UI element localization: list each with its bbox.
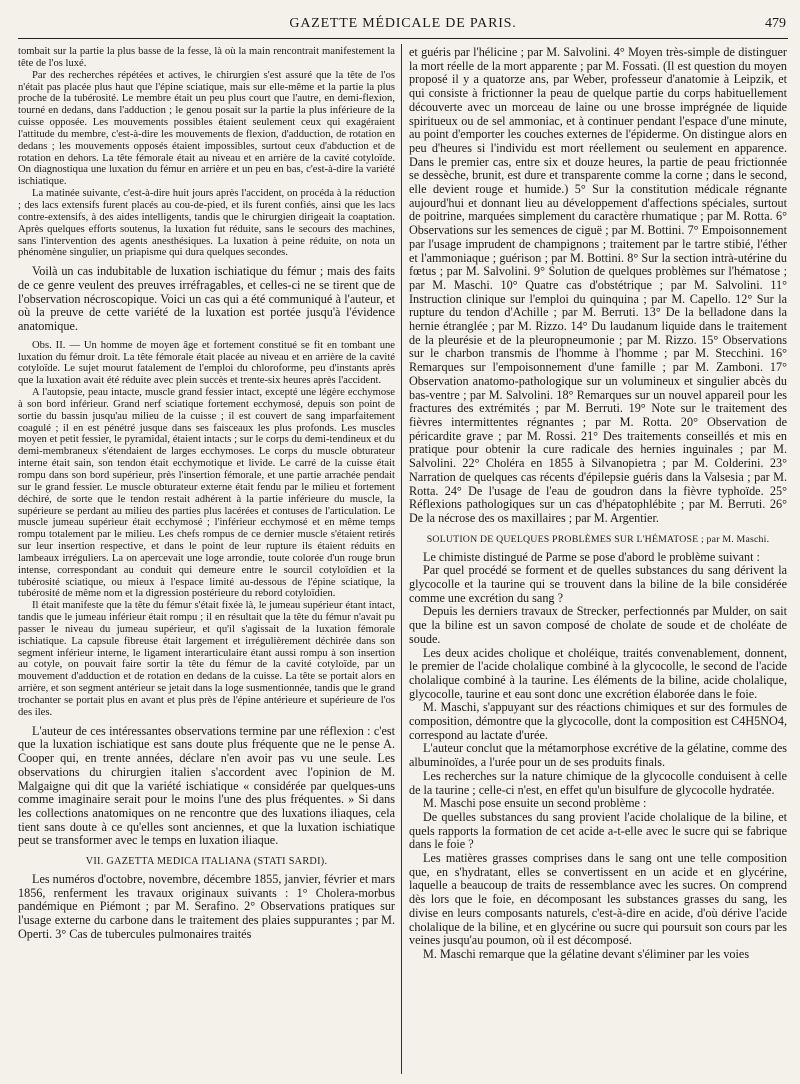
paragraph: Les recherches sur la nature chimique de la glycocolle conduisent à celle de la taurine ; celle-ci n'est, en effet qu'un bisulfure de glycocolle hydratée. xyxy=(409,768,787,797)
section-heading: VII. GAZETTA MEDICA ITALIANA (STATI SARDI). xyxy=(85,856,328,868)
column-separator xyxy=(401,44,402,1074)
paragraph: Par des recherches répétées et actives, le chirurgien s'est assuré que la tête de l'os n'était pas placée plus haut que l'épine sciatique, mais sur elle-même et la partie la plus proche de la tubérosité. Le membre était un peu plus court que l'autre, en demi-flexion, tourné en dedans, dans l'adduction ; le genou posait sur la partie la plus inférieure de la cuisse opposée. Les mouvements possibles étaient seulement ceux qui exagéraient l'attitude du membre, c'est-à-dire les mouvements de flexion, d'adduction, de rotation en dedans ; les mouvements opposés étaient impossibles, surtout ceux d'abduction et de rotation en dehors. La tête fémorale était au niveau et en arrière de la cavité cotyloïde. On diagnostiqua une luxation du fémur en arrière et un peu en bas, c'est-à-dire la variété ischiatique. xyxy=(18,69,395,188)
paragraph: Les numéros d'octobre, novembre, décembre 1855, janvier, février et mars 1856, renferment les travaux originaux suivants : 1° Cholera-morbus pandémique en Piémont ; par M. Serafino. 2° Observations pratiques sur l'usage externe du carbone dans le traitement des plaies suppurantes ; par M. Operti. 3° Cas de tubercules pulmonaires traités xyxy=(18,872,395,941)
left-column xyxy=(18,46,395,1076)
paragraph: Il était manifeste que la tête du fémur s'était fixée là, le jumeau supérieur étant intact, tandis que le jumeau inférieur était rompu ; il en résultait que la tête du fémur n'avait pu passer le niveau du jumeau supérieur, et qu'il s'agissait de la luxation fémorale ischiatique. La capsule fibreuse était largement et irrégulièrement déchirée dans son segment inférieur interne, le ligament interarticulaire étant aussi rompu à son insertion au cotyle, on pouvait faire sortir la tête du fémur de la cavité cotyloïde, par un mouvement d'adduction et de rotation en dedans de la cuisse. La tête se portait alors en arrière, et son segment antérieur se jetait dans la loge susmentionnée, tandis que le grand trochanter se portait plus en avant et plus près de l'épine antérieure et supérieure de l'os des iles. xyxy=(18,600,395,718)
paragraph: Les matières grasses comprises dans le sang ont une telle composition que, en s'hydratant, elles se convertissent en un acide et en glycérine, laquelle a beaucoup de traits de ressemblance avec les sucres. On comprend dès lors que le foie, en décomposant les substances grasses du sang, les divise en leurs composants naturels, c'est-à-dire en acide, d'où dérive l'acide cholalique de la biline, et en glycérine ou sucre qui poursuit son cours par les veines jusqu'au poumon, où il est décomposé. xyxy=(409,851,787,948)
right-column xyxy=(409,46,787,1076)
paragraph: et guéris par l'hélicine ; par M. Salvolini. 4° Moyen très-simple de distinguer la mort réelle de la mort apparente ; par M. Fossati. (Il est question du moyen proposé il y a quatorze ans, par Weber, professeur d'anatomie à Leipzik, et qui consiste à frictionner la peau de quelque partie du corps habituellement découverte avec un morceau de laine ou une brosse imprégnée de liquide spiritueux ou de sel ammoniac, et à continuer pendant l'espace d'une minute, au point d'emporter les couches externes de l'épiderme. On distingue alors en peu d'heures si l'individu est mort réellement ou seulement en apparence. Dans le premier cas, entre six et douze heures, la partie de peau frictionnée se dessèche, brunit, est dure et transparente comme la corne ; dans le second, elle devient rouge et humide.) 5° Sur la constitution médicale régnante aujourd'hui et donnant lieu au développement d'affections spéciales, surtout de poitrine, marquées simplement du caractère rhumatique ; par M. Rotta. 6° Observations sur les semences de ciguë ; par M. Bottini. 7° Empoisonnement par l'usage imprudent de champignons ; traitement par le tartre stibié, l'éther et l'ammoniaque ; guérison ; par M. Bottini. 8° Sur la section intrà-utérine du fœtus ; par M. Salvolini. 9° Solution de quelques problèmes sur l'hématose ; par M. Maschi. 10° Quatre cas d'obstétrique ; par M. Salvolini. 11° Instruction clinique sur l'emploi du quinquina ; par M. Capello. 12° Sur la rupture du tendon d'Achille ; par M. Berruti. 13° De la belladone dans la hernie étranglée ; par M. Rizzo. 14° Du laudanum liquide dans le traitement de la pleurésie et de la pleuropneumonie ; par M. Rizzo. 15° Observations sur le charbon transmis de l'homme à l'homme ; par M. Stecchini. 16° Remarques sur l'empoisonnement d'une famille ; par M. Zamboni. 17° Observation anatomo-pathologique sur un volumineux et singulier abcès du bas-ventre ; par M. Salvolini. 18° Remarques sur un nouvel appareil pour les fractures des extrémités ; par M. Berruti. 19° Note sur le traitement des fièvres intermittentes régnantes ; par M. Rotta. 20° Observation de péricardite grave ; par M. Rossi. 21° Des traitements conseillés et mis en pratique pour obtenir la cure radicale des hernies inguinales ; par M. Salvolini. 22° Choléra en 1855 à Silvanopietra ; par M. Colderini. 23° Narration de quelques cas récents d'épilepsie guéris dans la Valsesia ; par M. Rotta. 24° De l'usage de l'eau de goudron dans la fièvre typhoïde. 25° Réflexions pathologiques sur un cas d'hépatophlébite ; par M. Berruti. 26° De la nécrose des os maxillaires ; par M. Argentier. xyxy=(409,46,787,525)
paragraph: La matinée suivante, c'est-à-dire huit jours après l'accident, on procéda à la réduction ; des lacs extensifs furent placés au cou-de-pied, et ils furent confiés, ainsi que les lacs contre-extensifs, à des aides intelligents, tandis que le chirurgien dirigeait la coaptation. Après quelques efforts soutenus, la luxation fut réduite, sans le secours des machines, sans l'intervention des agents anesthésiques. La luxation à peine réduite, on nota un phénomène singulier, un priapisme qui dura quelques secondes. xyxy=(18,188,395,259)
page-header xyxy=(18,16,788,38)
paragraph: A l'autopsie, peau intacte, muscle grand fessier intact, excepté une légère ecchymose à son bord inférieur. Grand nerf sciatique fortement ecchymosé, depuis son point de sortie du bassin jusqu'au milieu de la cuisse ; il est couvert de sang imparfaitement coagulé ; il en est pénétré jusque dans ses faisceaux les plus profonds. Les muscles moyen et petit fessier, le pyramidal, étaient intacts ; sur le corps du demi-tendineux et du demi-membraneux s'étendaient de larges ecchymoses. Le corps du muscle obturateur interne était sain, son tendon était ecchymotique et livide. Le carré de la cuisse était rompu dans son bord supérieur, près l'insertion fémorale, et une partie arrachée pendait sur le grand fessier. Le muscle obturateur externe était fendu par le milieu et fortement déchiré, de sorte que le tendon restait adhérent à la partie inférieure du muscle, la supérieure se perdant au milieu des parties plus lacérées et contuses de l'articulation. Le muscle jumeau supérieur était ecchymosé ; l'inférieur ecchymosé et en même temps rompu totalement par le milieu. Les chefs rompus de ce dernier muscle s'étaient retirés sur leur insertion respective, et dans le point de leur rupture ils étaient réduits en lambeaux irréguliers. La on apercevait une loge arrondie, toute colorée d'un rouge brun intense, correspondant au conduit qui demeure entre le sourcil cotyloïdien et la tubérosité sciatique, ou mieux à l'espace limité au-dessous de l'épine sciatique, la tubérosité de même nom et la digression postérieure du rebord cotyloïdien. xyxy=(18,387,395,600)
paragraph: M. Maschi pose ensuite un second problème : xyxy=(423,796,647,811)
paragraph: M. Maschi, s'appuyant sur des réactions chimiques et sur des formules de composition, démontre que la glycocolle, dont la composition est C4H5NO4, correspond au lactate d'urée. xyxy=(409,700,787,742)
paragraph: M. Maschi remarque que la gélatine devant s'éliminer par les voies xyxy=(423,947,750,961)
paragraph: Les deux acides cholique et choléique, traités convenablement, donnent, le premier de l'acide cholalique combiné à la glycocolle, le second de l'acide cholalique combiné à la taurine. Les éléments de la biline, acide cholalique, glycocolle, taurine et eau sont donc une excrétion élaborée dans le foie. xyxy=(409,645,787,701)
paragraph: L'auteur conclut que la métamorphose excrétive de la gélatine, comme des albuminoïdes, a l'urée pour un de ses produits finals. xyxy=(409,741,787,770)
paragraph: Obs. II. — Un homme de moyen âge et fortement constitué se fit en tombant une luxation du fémur droit. La tête fémorale était placée au niveau et en arrière de la cavité cotyloïde. Le sujet mourut fatalement de l'emploi du chloroforme, peu d'instants après que la luxation avait été réduite avec plein succès et trente-six heures après l'accident. xyxy=(18,339,395,387)
paragraph: Le chimiste distingué de Parme se pose d'abord le problème suivant : xyxy=(423,549,760,564)
section-heading: SOLUTION DE QUELQUES PROBLÈMES SUR L'HÉMATOSE ; par M. Maschi. xyxy=(426,533,770,545)
header-rule xyxy=(18,38,788,39)
paragraph: Voilà un cas indubitable de luxation ischiatique du fémur ; mais des faits de ce genre veulent des preuves irréfragables, et celles-ci ne se tirent que de l'observation nécroscopique. Voici un cas qui a été communiqué à l'auteur, et où la preuve de cette variété de la luxation est portée jusqu'à l'évidence anatomique. xyxy=(18,264,395,333)
paragraph: tombait sur la partie la plus basse de la fesse, là où la main rencontrait manifestement la tête de l'os luxé. xyxy=(18,46,395,69)
paragraph: Par quel procédé se forment et de quelles substances du sang dérivent la glycocolle et la taurine qui se trouvent dans la biline de la bile considérée comme une excrétion du sang ? xyxy=(409,563,787,605)
paragraph: De quelles substances du sang provient l'acide cholalique de la biline, et quels rapports la formation de cet acide a-t-elle avec le sucre qui se fabrique dans le foie ? xyxy=(409,809,787,852)
page-number: 479 xyxy=(765,16,786,31)
paragraph: Depuis les derniers travaux de Strecker, perfectionnés par Mulder, on sait que la biline est un savon composé de cholate de soude et de choléate de soude. xyxy=(409,604,787,646)
paragraph: L'auteur de ces intéressantes observations termine par une réflexion : c'est que la luxation ischiatique est sans doute plus fréquente que ne le pense A. Cooper qui, en trente années, déclare n'en avoir pas vu une seule. Les observations du chirurgien italien s'accordent avec l'opinion de M. Malgaigne qui dit que la variété ischiatique « considérée par quelques-uns comme imaginaire serait pour le moins l'une des plus fréquentes. » Si dans les collections anatomiques on ne rencontre que des luxations iliaques, cela tient sans doute à ce qu'elles sont anciennes, et que la luxation ischiatique peut se transformer avec le temps en luxation iliaque. xyxy=(18,723,395,848)
journal-title: GAZETTE MÉDICALE DE PARIS. xyxy=(289,16,517,31)
